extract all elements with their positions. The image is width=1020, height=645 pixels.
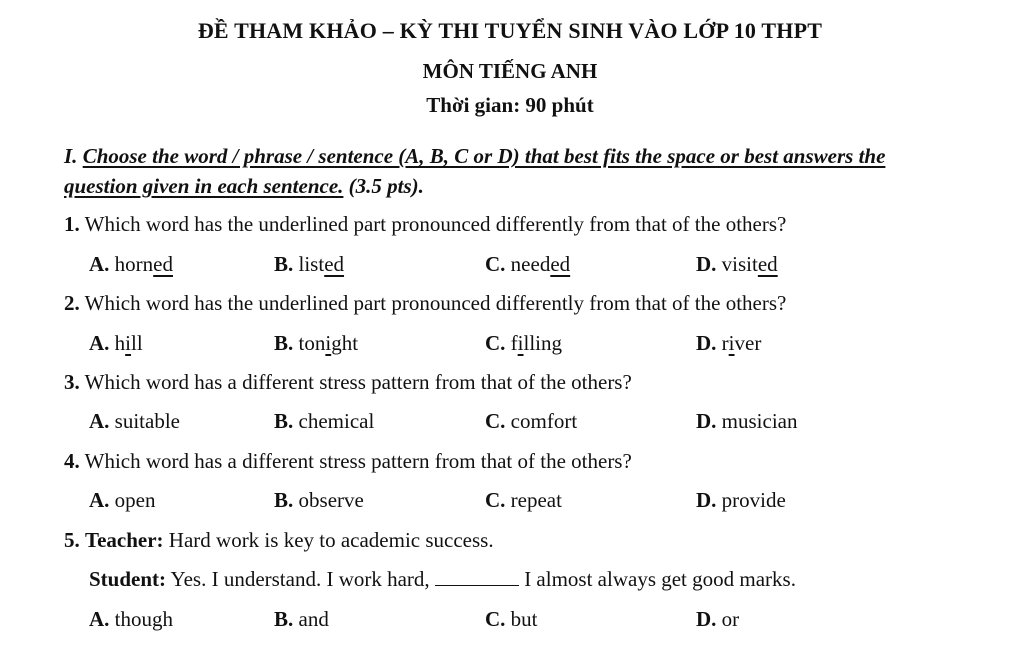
exam-subject: MÔN TIẾNG ANH <box>422 59 598 83</box>
option-text: list <box>298 252 325 276</box>
option-letter: C. <box>485 409 506 433</box>
q3-option-a[interactable] <box>89 409 180 434</box>
question-number: 2. <box>64 291 80 315</box>
option-letter: B. <box>274 331 294 355</box>
option-text: musician <box>721 409 798 433</box>
question-text: Which word has a different stress pattern from that of the others? <box>84 449 632 473</box>
option-text-rest: ver <box>734 331 762 355</box>
option-text-rest: lling <box>523 331 563 355</box>
section-number: I. <box>64 144 78 168</box>
option-text: though <box>114 607 174 631</box>
option-text-rest: ll <box>131 331 143 355</box>
option-text: provide <box>721 488 786 512</box>
option-letter: A. <box>89 409 110 433</box>
q4-option-d[interactable] <box>696 488 786 513</box>
option-letter: D. <box>696 488 717 512</box>
option-text: repeat <box>510 488 562 512</box>
q5-option-a[interactable] <box>89 607 173 632</box>
option-letter: B. <box>274 409 294 433</box>
q3-option-d[interactable] <box>696 409 798 434</box>
option-letter: B. <box>274 607 294 631</box>
option-text: observe <box>298 488 364 512</box>
option-text: chemical <box>298 409 375 433</box>
underlined-part: i <box>325 331 332 355</box>
q4-option-a[interactable] <box>89 488 156 513</box>
option-text: and <box>298 607 329 631</box>
option-text: need <box>510 252 551 276</box>
underlined-part: i <box>517 331 524 355</box>
option-letter: A. <box>89 607 110 631</box>
exam-time: Thời gian: 90 phút <box>426 93 594 117</box>
option-letter: D. <box>696 331 717 355</box>
option-letter: D. <box>696 252 717 276</box>
option-letter: A. <box>89 252 110 276</box>
answer-blank <box>435 567 519 586</box>
student-line-after: I almost always get good marks. <box>524 567 796 591</box>
option-text: or <box>721 607 740 631</box>
q3-option-b[interactable] <box>274 409 374 434</box>
option-text: comfort <box>510 409 578 433</box>
option-letter: B. <box>274 252 294 276</box>
option-text: open <box>114 488 156 512</box>
section-instruction-underlined: question given in each sentence. <box>64 174 344 198</box>
student-line-before: Yes. I understand. I work hard, <box>170 567 430 591</box>
option-text: ton <box>298 331 326 355</box>
underlined-part: ed <box>757 252 778 276</box>
option-letter: B. <box>274 488 294 512</box>
q2-option-c[interactable] <box>485 331 562 356</box>
question-1 <box>64 212 786 237</box>
option-text: r <box>721 331 729 355</box>
underlined-part: ed <box>324 252 345 276</box>
question-3 <box>64 370 632 395</box>
option-letter: C. <box>485 331 506 355</box>
q1-option-a[interactable] <box>89 252 173 277</box>
question-4 <box>64 449 632 474</box>
question-number: 4. <box>64 449 80 473</box>
option-text: horn <box>114 252 154 276</box>
question-number: 3. <box>64 370 80 394</box>
q1-option-c[interactable] <box>485 252 570 277</box>
q1-option-b[interactable] <box>274 252 344 277</box>
question-2 <box>64 291 786 316</box>
q4-option-c[interactable] <box>485 488 562 513</box>
speaker-teacher: Teacher: <box>85 528 164 552</box>
q2-option-b[interactable] <box>274 331 358 356</box>
question-5 <box>64 528 494 553</box>
option-text: but <box>510 607 538 631</box>
option-letter: C. <box>485 488 506 512</box>
speaker-student: Student: <box>89 567 167 591</box>
section-instruction-text: Choose the word / phrase / sentence (A, B, C or D) that best fits the space or best answers the <box>82 144 886 168</box>
q5-option-c[interactable] <box>485 607 538 632</box>
option-text: f <box>510 331 518 355</box>
section-instruction-line2 <box>64 174 424 199</box>
question-5-student <box>89 567 796 592</box>
underlined-part: i <box>728 331 735 355</box>
q2-option-d[interactable] <box>696 331 761 356</box>
question-number: 5. <box>64 528 80 552</box>
option-letter: D. <box>696 409 717 433</box>
question-text: Which word has the underlined part pronounced differently from that of the others? <box>84 291 787 315</box>
option-letter: D. <box>696 607 717 631</box>
q3-option-c[interactable] <box>485 409 577 434</box>
option-text-rest: ght <box>331 331 359 355</box>
underlined-part: i <box>125 331 132 355</box>
option-text: h <box>114 331 126 355</box>
option-letter: A. <box>89 488 110 512</box>
question-text: Which word has a different stress pattern from that of the others? <box>84 370 632 394</box>
underlined-part: ed <box>153 252 173 276</box>
option-text: suitable <box>114 409 180 433</box>
section-points: (3.5 pts). <box>343 174 424 198</box>
teacher-line: Hard work is key to academic success. <box>168 528 494 552</box>
underlined-part: ed <box>550 252 571 276</box>
q2-option-a[interactable] <box>89 331 143 356</box>
q5-option-b[interactable] <box>274 607 329 632</box>
section-instruction-line1 <box>64 144 885 169</box>
q4-option-b[interactable] <box>274 488 364 513</box>
option-text: visit <box>721 252 758 276</box>
question-text: Which word has the underlined part pronounced differently from that of the others? <box>84 212 787 236</box>
q1-option-d[interactable] <box>696 252 778 277</box>
exam-title: ĐỀ THAM KHẢO – KỲ THI TUYỂN SINH VÀO LỚP 10 THPT <box>197 18 823 43</box>
option-letter: A. <box>89 331 110 355</box>
q5-option-d[interactable] <box>696 607 739 632</box>
question-number: 1. <box>64 212 80 236</box>
option-letter: C. <box>485 252 506 276</box>
option-letter: C. <box>485 607 506 631</box>
